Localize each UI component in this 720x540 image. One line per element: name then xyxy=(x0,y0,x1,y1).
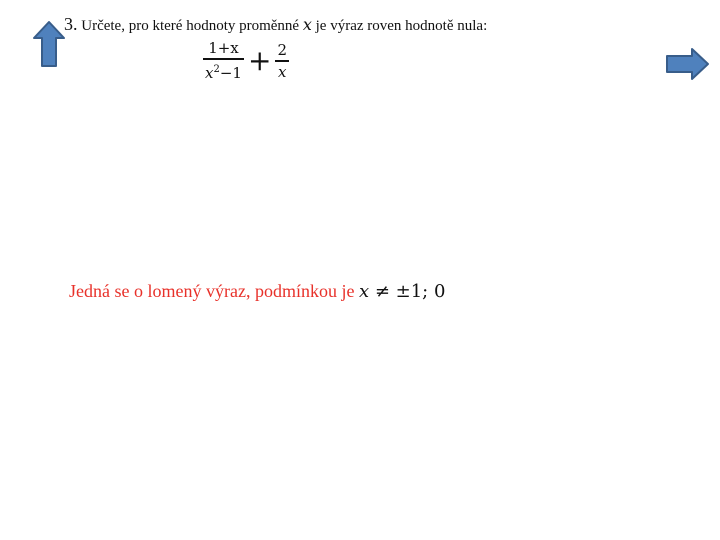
condition-variable: x xyxy=(358,281,370,302)
arrow-right-icon[interactable] xyxy=(665,47,710,81)
fraction-2-numerator: 2 xyxy=(277,40,287,59)
fraction-2-denominator: x xyxy=(277,62,287,81)
plus-operator: + xyxy=(247,43,272,77)
condition-line xyxy=(69,281,445,302)
condition-math xyxy=(359,281,445,302)
task-text-after: je výraz roven hodnotě nula: xyxy=(311,18,488,34)
fraction-1 xyxy=(203,38,244,83)
fraction-1-denominator xyxy=(203,60,244,83)
condition-text: Jedná se o lomený výraz, podmínkou je xyxy=(69,281,359,301)
task-statement xyxy=(64,14,487,35)
task-number: 3. xyxy=(64,14,78,34)
fraction-2 xyxy=(275,40,289,82)
denominator-exponent: 2 xyxy=(213,64,220,75)
task-text-before: Určete, pro které hodnoty proměnné xyxy=(77,18,303,34)
task-variable: x xyxy=(302,15,312,34)
fraction-1-numerator: 1+x xyxy=(208,39,239,57)
arrow-up-icon[interactable] xyxy=(32,20,66,68)
condition-math-rest: ≠ ±1; 0 xyxy=(369,281,446,302)
math-expression xyxy=(203,38,289,83)
denominator-rest: −1 xyxy=(219,64,242,82)
denominator-base: x xyxy=(205,64,214,82)
